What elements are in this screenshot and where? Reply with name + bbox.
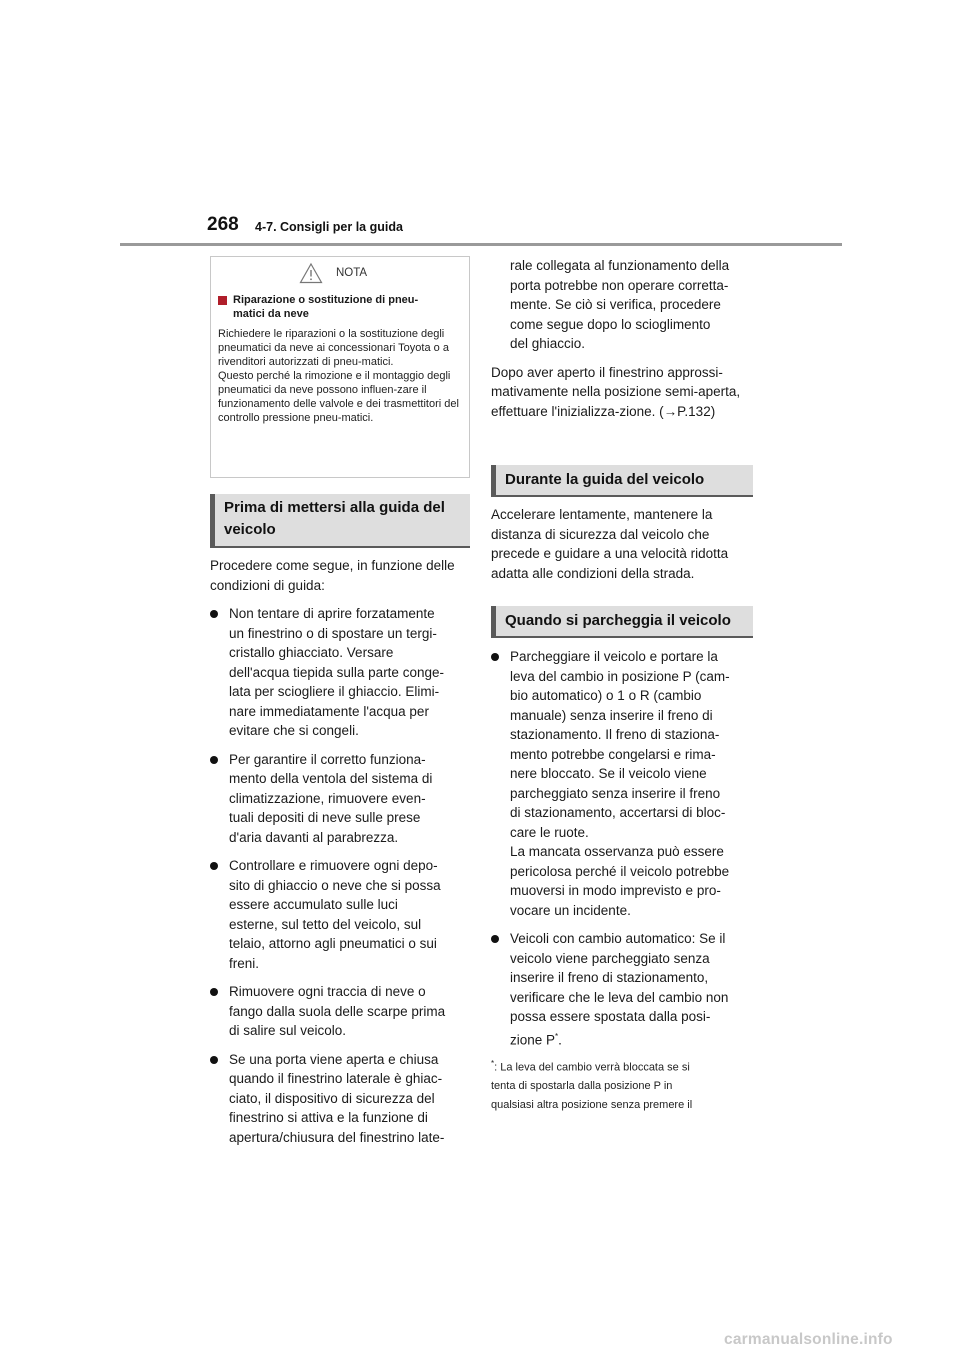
chapter-title: 4-7. Consigli per la guida <box>255 220 403 234</box>
window-init-paragraph: Dopo aver aperto il finestrino approssi-mativamente nella posizione semi-aperta, effettuare l'inizializza-zione. (→P.132) <box>491 364 741 419</box>
section-heading-rule <box>210 546 470 548</box>
footnote-marker: * <box>555 1031 559 1041</box>
list-item: Parcheggiare il veicolo e portare la leva del cambio in posizione P (cam- bio automatico) o 1 o R (cambio manuale) senza inserire il freno di stazionamento. Il freno di staziona- mento potrebbe congelarsi e rima- nere bloccato. Se il veicolo viene parcheggiato senza inserire il freno di stazionamento, accertarsi di bloc- care le ruote. La mancata osservanza può essere pericolosa perché il veicolo potrebbe muoversi in modo imprevisto e pro- vocare un incidente. <box>491 647 753 920</box>
section-heading-rule <box>491 636 753 638</box>
list-item: Rimuovere ogni traccia di neve o fango dalla suola delle scarpe prima di salire sul veicolo. <box>210 982 470 1041</box>
footnote <box>491 1054 753 1116</box>
page-number: 268 <box>207 214 239 235</box>
list-item: Per garantire il corretto funziona- mento della ventola del sistema di climatizzazione, rimuovere even- tuali depositi di neve sulle prese d'aria davanti al parabrezza. <box>210 750 470 848</box>
list-item: Se una porta viene aperta e chiusa quando il finestrino laterale è ghiac- ciato, il dispositivo di sicurezza del finestrino si attiva e la funzione di apertura/chiusura del finestrino late- <box>210 1050 470 1148</box>
left-column <box>210 256 470 1147</box>
continued-bullet-text: rale collegata al funzionamento della porta potrebbe non operare corretta- mente. Se ciò si verifica, procedere come segue dopo lo scioglimento del ghiaccio. <box>510 258 730 351</box>
intro-paragraph: Procedere come segue, in funzione delle condizioni di guida: <box>210 558 455 593</box>
nota-item-title-text: Riparazione o sostituzione di pneu- matici da neve <box>233 294 419 320</box>
list-item-end: . <box>558 1032 562 1047</box>
section-heading-rule <box>491 495 753 497</box>
driving-paragraph: Accelerare lentamente, mantenere la distanza di sicurezza dal veicolo che precede e guidare a una velocità ridotta adatta alle condizioni della strada. <box>491 507 729 581</box>
right-column <box>491 256 753 1115</box>
footnote-text: : La leva del cambio verrà bloccata se si tenta di spostarla dalla posizione P in qualsiasi altra posizione senza premere il <box>491 1061 693 1112</box>
list-item: Controllare e rimuovere ogni depo- sito di ghiaccio o neve che si possa essere accumulato sulle luci esterne, sul tetto del veicolo, sul telaio, attorno agli pneumatici o sui freni. <box>210 856 470 973</box>
section-heading-parking: Quando si parcheggia il veicolo <box>491 606 753 636</box>
bullet-list-parking <box>491 647 753 1050</box>
warning-triangle-icon <box>299 262 323 284</box>
watermark: carmanualsonline.info <box>724 1331 893 1348</box>
list-item: Non tentare di aprire forzatamente un finestrino o di spostare un tergi- cristallo ghiacciato. Versare dell'acqua tiepida sulla parte conge- lata per sciogliere il ghiaccio. Elimi- nare immediatamente l'acqua per evitare che si congeli. <box>210 604 470 741</box>
bullet-list-before-driving <box>210 604 470 1147</box>
section-heading-before-driving: Prima di mettersi alla guida del veicolo <box>210 494 470 546</box>
header-rule <box>120 243 842 246</box>
nota-item-title <box>218 293 463 321</box>
nota-text: Richiedere le riparazioni o la sostituzione degli pneumatici da neve ai concessionari Toyota o a rivenditori autorizzati di pneu-matici. Questo perché la rimozione e il montaggio degli pneumatici da neve possono influen-zare il funzionamento delle valvole e dei trasmettitori del controllo pressione pneu-matici. <box>218 328 459 424</box>
list-item-text: Veicoli con cambio automatico: Se il veicolo viene parcheggiato senza inserire il freno di stazionamento, verificare che le leva del cambio non possa essere spostata dalla posi- zione P <box>510 931 729 1047</box>
nota-box <box>210 256 470 478</box>
nota-label: NOTA <box>335 267 368 279</box>
footnote-marker: * <box>491 1058 495 1068</box>
red-square-icon <box>218 296 227 305</box>
nota-header <box>218 257 463 289</box>
section-heading-while-driving: Durante la guida del veicolo <box>491 465 753 495</box>
list-item <box>491 929 753 1050</box>
